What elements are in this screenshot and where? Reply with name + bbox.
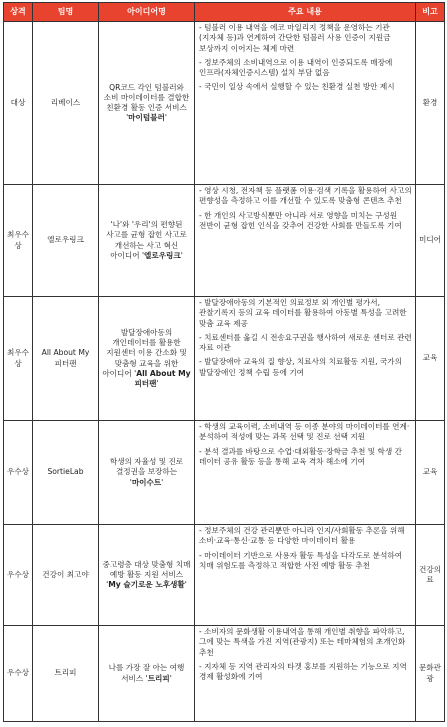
idea-name: 엘로우링크 <box>144 250 181 260</box>
idea-cell <box>99 297 195 421</box>
idea-text: 중고령층 대상 맞춤형 치매 예방 활동 지원 서비스 ' <box>102 559 191 590</box>
content-cell <box>195 22 416 185</box>
idea-name: 마이수트 <box>131 477 162 487</box>
table-row <box>4 421 445 525</box>
awards-table <box>3 2 445 722</box>
idea-quote: ' <box>156 379 159 388</box>
remark-cell: 교육 <box>416 421 445 525</box>
content-point: - 학생의 교육이력, 소비내역 등 이종 분야의 마이데이터를 연계·분석하여 적성에 맞는 과목 선택 및 진로 선택 지원 <box>199 422 410 442</box>
header-remark: 비고 <box>416 3 445 22</box>
idea-quote: ' <box>184 580 187 590</box>
idea-text: 발달장애아동의 개인데이터를 활용한 지원센터 이용 간소화 및 맞춤형 교육을 위한 아이디어 ' <box>102 327 187 378</box>
idea-cell <box>99 22 195 185</box>
remark-cell: 건강의료 <box>416 525 445 626</box>
table-row <box>4 297 445 421</box>
idea-text: '나'와 '우리'의 편향된 사고를 균형 잡힌 사고로 개선하는 사고 혁신 아이디어 ' <box>106 220 187 260</box>
idea-cell <box>99 421 195 525</box>
header-idea: 아이디어명 <box>99 3 195 22</box>
header-content: 주요 내용 <box>195 3 416 22</box>
idea-text: QR코드 각인 텀블러와 소비 마이데이터를 결합한 친환경 활동 인증 서비스 ' <box>103 82 190 123</box>
idea-name: My 슬기로운 노후생활 <box>108 580 185 590</box>
content-cell <box>195 525 416 626</box>
header-team: 팀명 <box>33 3 99 22</box>
content-point: - 분석 결과를 바탕으로 수업·대외활동·장학금 추천 및 학생 간 데이터 공유 활동 등을 통해 교육 격차 해소에 기여 <box>199 446 402 466</box>
content-point: - 발달장애아동의 기본적인 의료정보 외 개인별 평가서, 관찰기록지 등의 교육 데이터를 활용하여 아동별 특성을 고려한 맞춤 교육 제공 <box>199 298 407 328</box>
team-cell: 리베이스 <box>33 22 99 185</box>
content-point: - 텀블러 이용 내역을 에코 마일리지 정책을 운영하는 기관(지자체 등)과 연계하여 간단한 텀블러 사용 인증이 지원금 보상까지 이어지는 체계 마련 <box>199 23 391 53</box>
idea-text: 학생의 자율성 및 진로 결정권을 보장하는 ' <box>109 457 184 487</box>
content-point: - 치료센터를 옮길 시 전송요구권을 행사하여 새로운 센터로 관련 자료 이관 <box>199 332 412 352</box>
content-point: - 마이데이터 기반으로 사용자 활동 특성을 다각도로 분석하여 치매 위험도를 측정하고 적합한 사전 예방 활동 추천 <box>199 550 403 570</box>
table-row <box>4 525 445 626</box>
idea-cell <box>99 185 195 297</box>
table-row <box>4 185 445 297</box>
header-award: 상격 <box>4 3 33 22</box>
table-row <box>4 22 445 185</box>
content-point: - 영상 시청, 전자책 등 플랫폼 이용·검색 기록을 활용하여 사고의 편향성을 측정하고 이를 개선할 수 있도록 맞춤형 콘텐츠 추천 <box>199 186 412 206</box>
idea-name: All About My 피터팬 <box>134 368 191 388</box>
remark-cell: 문화관광 <box>416 626 445 722</box>
award-cell: 최우수상 <box>4 185 33 297</box>
content-point: - 지자체 등 지역 관리자의 타겟 홍보를 지원하는 기능으로 지역 경제 활성화에 기여 <box>199 661 407 681</box>
content-point: - 발달장애아 교육의 질 향상, 치료사의 치료활동 지원, 국가의 발달장애인 정책 수립 등에 기여 <box>199 357 402 377</box>
remark-cell: 미디어 <box>416 185 445 297</box>
content-cell <box>195 297 416 421</box>
content-point: - 소비자의 문화생활 이용내역을 통해 개인별 취향을 파악하고, 그에 맞는 특색을 가진 지역(관광지) 또는 테마체험의 초개인화 추천 <box>199 627 406 657</box>
idea-quote: ' <box>164 113 167 123</box>
content-point: - 정보주체의 소비내역으로 이용 내역이 인증되도록 매장에 인프라(자체인증시스템) 설치 부담 없음 <box>199 57 393 77</box>
idea-cell <box>99 626 195 722</box>
award-cell: 대상 <box>4 22 33 185</box>
content-point: - 국민이 일상 속에서 실행할 수 있는 친환경 실천 방안 제시 <box>199 82 395 92</box>
content-cell <box>195 185 416 297</box>
content-cell <box>195 421 416 525</box>
award-cell: 우수상 <box>4 626 33 722</box>
team-cell: SortieLab <box>33 421 99 525</box>
team-cell: 엘로우링크 <box>33 185 99 297</box>
table-row <box>4 626 445 722</box>
idea-name: 마이텀블러 <box>128 113 165 123</box>
idea-quote: ' <box>161 477 164 487</box>
content-point: - 정보주체의 건강 관리뿐만 아니라 인지/사회활동 추론을 위해 소비·교육·통신·교통 등 다양한 마이데이터 활용 <box>199 526 405 546</box>
remark-cell: 교육 <box>416 297 445 421</box>
award-cell: 우수상 <box>4 421 33 525</box>
idea-quote: ' <box>169 673 172 683</box>
header-row <box>4 3 445 22</box>
team-cell: 트리피 <box>33 626 99 722</box>
team-cell: 건강이 최고야 <box>33 525 99 626</box>
award-cell: 최우수상 <box>4 297 33 421</box>
idea-quote: ' <box>180 250 183 260</box>
idea-cell <box>99 525 195 626</box>
idea-name: 트리피 <box>147 673 170 683</box>
team-cell: All About My 피터팬 <box>33 297 99 421</box>
content-point: - 한 개인의 사고방식뿐만 아니라 서로 영향을 미치는 구성원 전반이 균형 잡힌 인식을 갖추어 건강한 사회를 만들도록 기여 <box>199 210 402 230</box>
content-cell <box>195 626 416 722</box>
idea-text: 나를 가장 잘 아는 여행 서비스 ' <box>108 663 185 683</box>
remark-cell: 환경 <box>416 22 445 185</box>
award-cell: 우수상 <box>4 525 33 626</box>
